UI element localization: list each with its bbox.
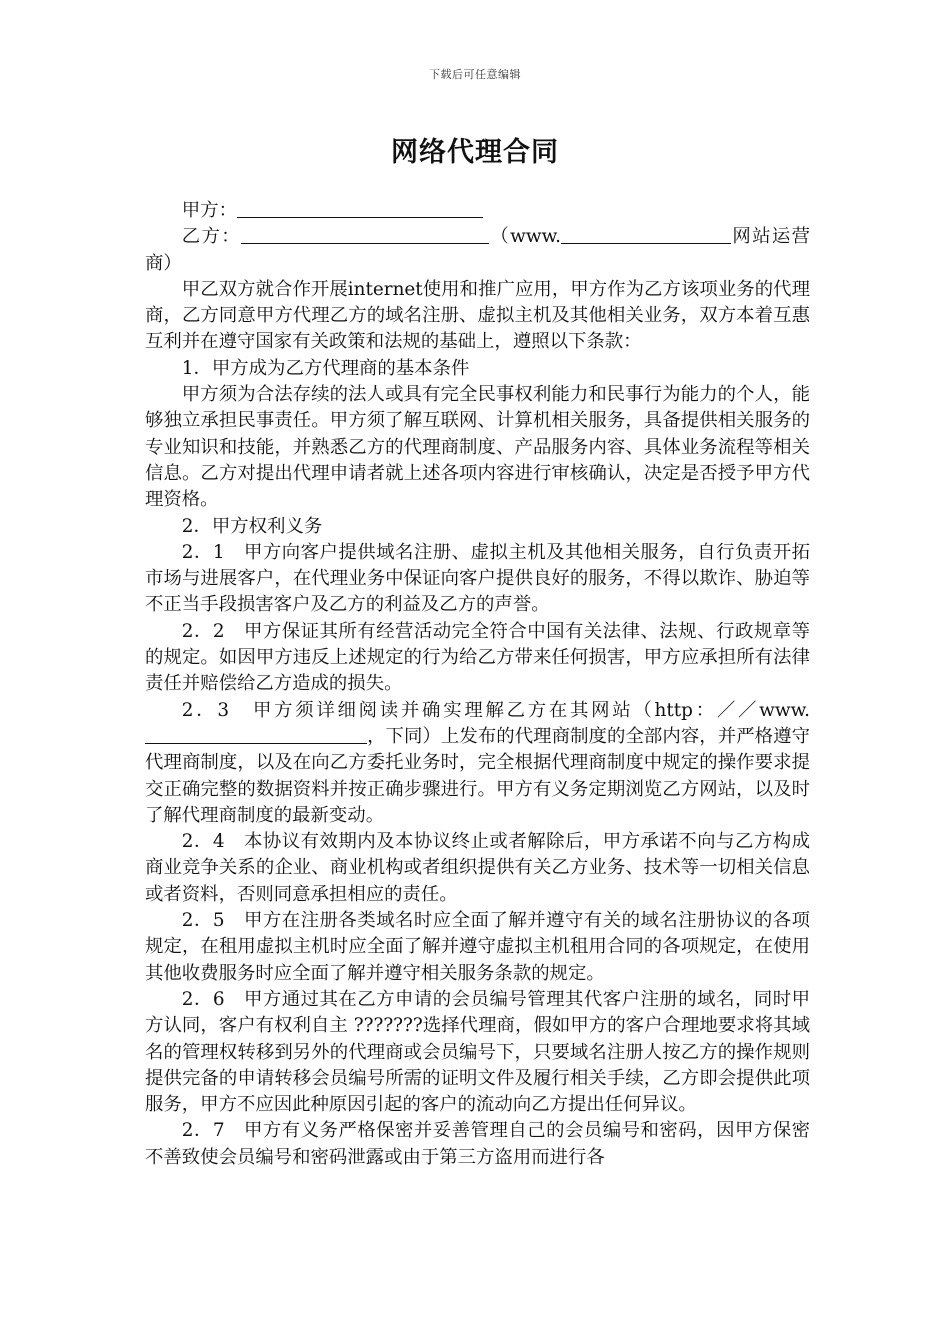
clause-2-5: 2．5 甲方在注册各类域名时应全面了解并遵守有关的域名注册协议的各项规定，在租用虚拟主机时应全面了解并遵守虚拟主机租用合同的各项规定，在使用其他收费服务时应全面了解并遵守相关服务条款的规定。 xyxy=(145,910,810,984)
clause-2-1: 2．1 甲方向客户提供域名注册、虚拟主机及其他相关服务，自行负责开拓市场与进展客户，在代理业务中保证向客户提供良好的服务，不得以欺诈、胁迫等不正当手段损害客户及乙方的利益及乙方的声誉。 xyxy=(145,541,810,616)
party-b-website-blank xyxy=(561,225,731,244)
clause-2-2: 2．2 甲方保证其所有经营活动完全符合中国有关法律、法规、行政规章等的规定。如因甲方违反上述规定的行为给乙方带来任何损害，甲方应承担所有法律责任并赔偿给乙方造成的损失。 xyxy=(145,620,810,695)
party-b-line xyxy=(145,224,810,277)
party-b-label: 乙方： xyxy=(181,226,242,248)
clause-2-4: 2．4 本协议有效期内及本协议终止或者解除后，甲方承诺不向与乙方构成商业竞争关系的企业、商业机构或者组织提供有关乙方业务、技术等一切相关信息或者资料，否则同意承担相应的责任。 xyxy=(145,831,810,905)
party-b-paren: （www. xyxy=(489,226,562,248)
header-note: 下载后可任意编辑 xyxy=(429,68,521,81)
party-a-line xyxy=(145,198,810,224)
party-a-label: 甲方： xyxy=(181,200,237,221)
clause-2-3 xyxy=(145,698,810,829)
clause-2-6: 2．6 甲方通过其在乙方申请的会员编号管理其代客户注册的域名，同时甲方认同，客户有权利自主 ???????选择代理商，假如甲方的客户合理地要求将其域名的管理权转移到另外的代理商或会员编号下，只要域名注册人按乙方的操作规则提供完备的申请转移会员编号所需的证明文件及履行相关手续，乙方即会提供此项服务，甲方不应因此种原因引起的客户的流动向乙方提出任何异议。 xyxy=(145,988,810,1116)
clause-2-3-pre: 2．3 甲方须详细阅读并确实理解乙方在其网站（http：／／www. xyxy=(181,699,810,721)
document-body xyxy=(145,198,810,1171)
party-b-blank xyxy=(241,225,489,244)
section-1-body: 甲方须为合法存续的法人或具有完全民事权利能力和民事行为能力的个人，能够独立承担民事责任。甲方须了解互联网、计算机相关服务，具备提供相关服务的专业知识和技能，并熟悉乙方的代理商制度、产品服务内容、具体业务流程等相关信息。乙方对提出代理申请者就上述各项内容进行审核确认，决定是否授予甲方代理资格。 xyxy=(145,384,810,511)
section-2-heading: 2．甲方权利义务 xyxy=(181,515,323,537)
clause-2-3-website-blank xyxy=(145,725,367,744)
intro-paragraph: 甲乙双方就合作开展internet使用和推广应用，甲方作为乙方该项业务的代理商，乙方同意甲方代理乙方的域名注册、虚拟主机及其他相关业务，双方本着互惠互利并在遵守国家有关政策和法规的基础上，遵照以下条款： xyxy=(145,278,810,353)
section-1-heading: 1．甲方成为乙方代理商的基本条件 xyxy=(181,357,470,379)
document-title: 网络代理合同 xyxy=(391,137,559,168)
clause-2-3-post: ，下同）上发布的代理商制度的全部内容，并严格遵守代理商制度，以及在向乙方委托业务时，完全根据代理商制度中规定的操作要求提交正确完整的数据资料并按正确步骤进行。甲方有义务定期浏览乙方网站，以及时了解代理商制度的最新变动。 xyxy=(145,725,810,826)
clause-2-7: 2．7 甲方有义务严格保密并妥善管理自己的会员编号和密码，因甲方保密不善致使会员编号和密码泄露或由于第三方盗用而进行各 xyxy=(145,1120,810,1168)
party-b-suffix: 网站运营商） xyxy=(145,226,810,274)
party-a-blank xyxy=(237,199,483,218)
